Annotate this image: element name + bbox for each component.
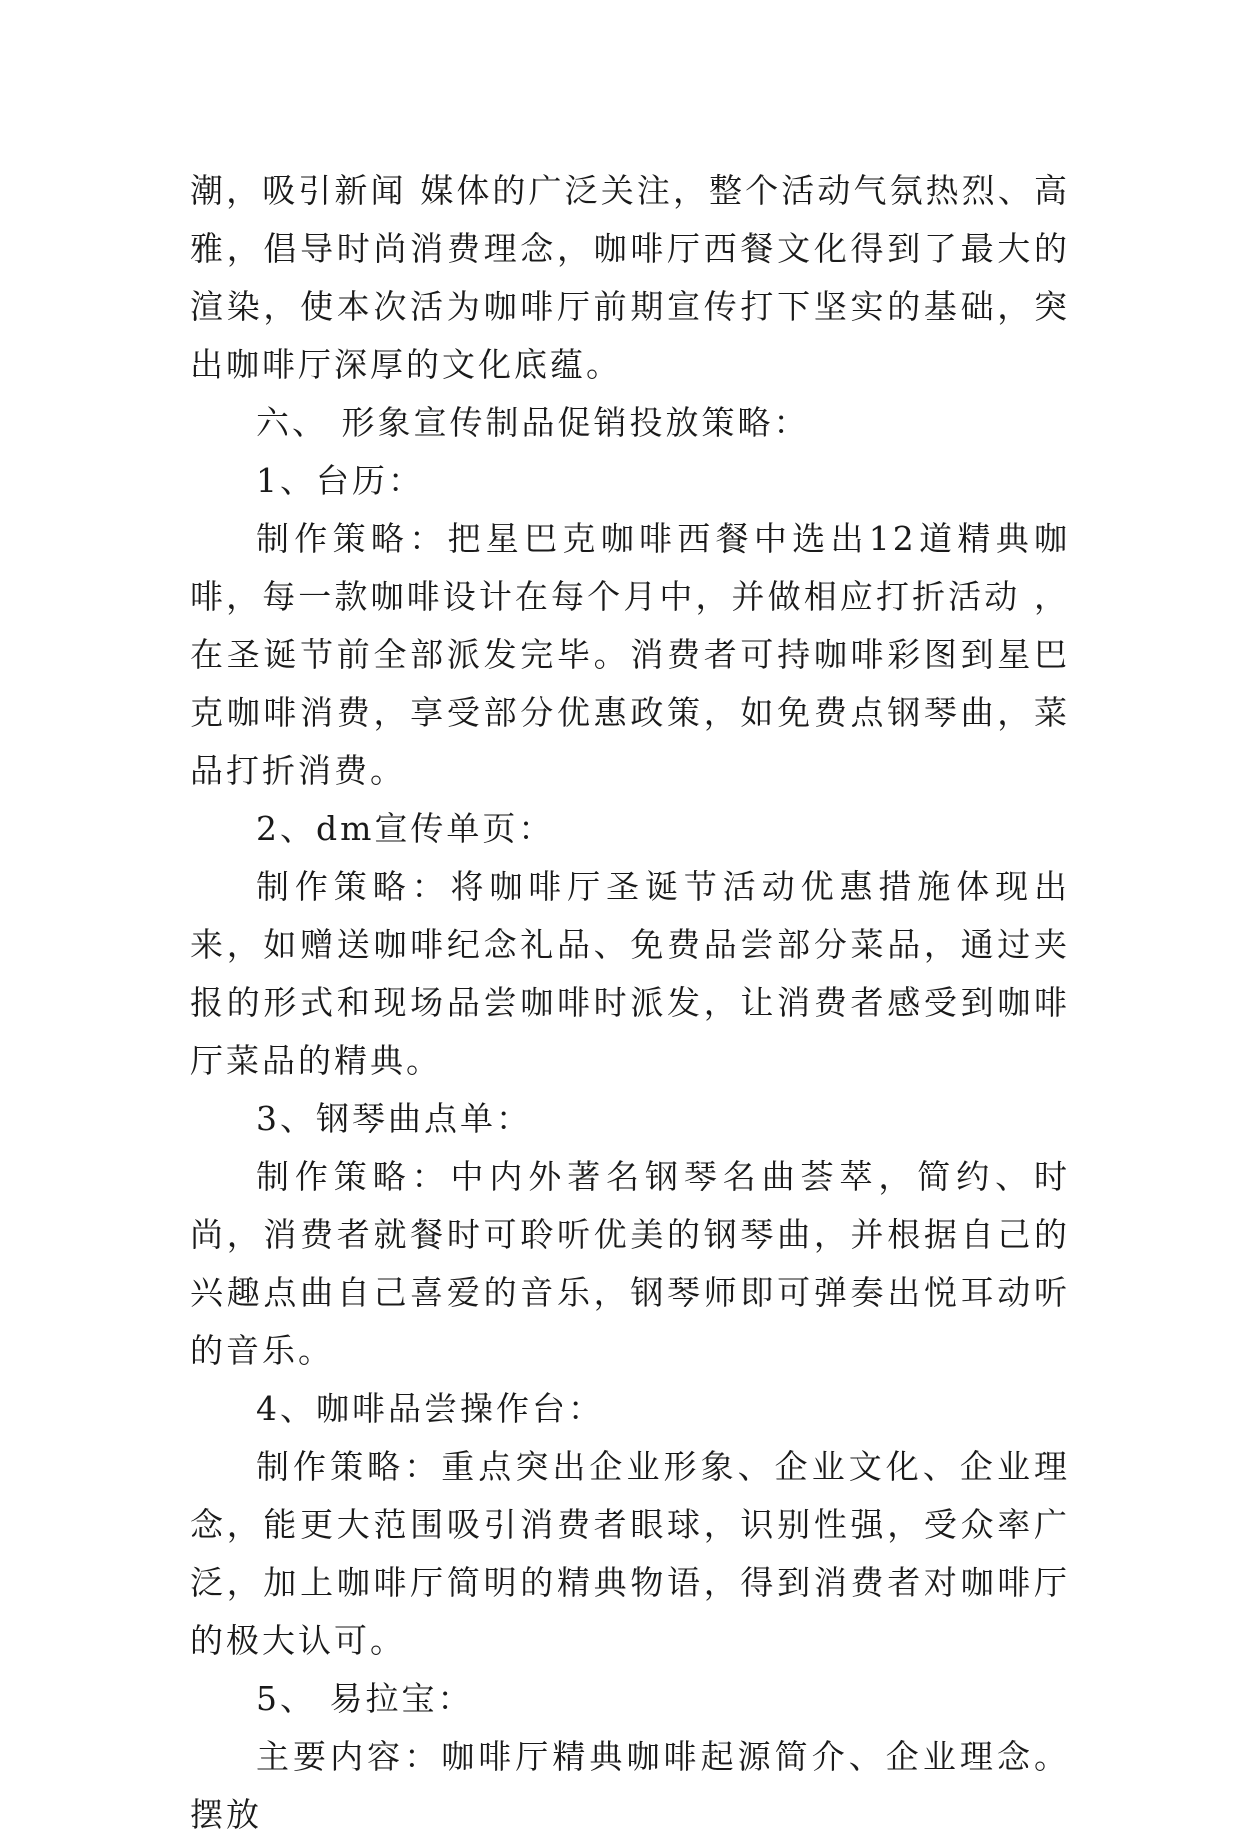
item-heading-dm-flyer: 2、dm宣传单页： [256,809,555,848]
paragraph-tasting-station-strategy: 制作策略：重点突出企业形象、企业文化、企业理念，能更大范围吸引消费者眼球，识别性强，受众率广泛，加上咖啡厅简明的精典物语，得到消费者对咖啡厅的极大认可。 [190,1447,1070,1660]
paragraph-calendar-strategy: 制作策略：把星巴克咖啡西餐中选出12道精典咖啡，每一款咖啡设计在每个月中，并做相应打折活动 ，在圣诞节前全部派发完毕。消费者可持咖啡彩图到星巴克咖啡消费，享受部分优惠政策，如免费点钢琴曲，菜品打折消费。 [190,519,1070,790]
item-heading-calendar: 1、台历： [256,461,424,500]
paragraph-piano-menu-strategy: 制作策略：中内外著名钢琴名曲荟萃，简约、时尚，消费者就餐时可聆听优美的钢琴曲，并根据自己的兴趣点曲自己喜爱的音乐，钢琴师即可弹奏出悦耳动听的音乐。 [190,1157,1070,1370]
item-heading-rollup-banner: 5、 易拉宝： [256,1679,474,1718]
paragraph-dm-flyer-strategy: 制作策略：将咖啡厅圣诞节活动优惠措施体现出来，如赠送咖啡纪念礼品、免费品尝部分菜品，通过夹报的形式和现场品尝咖啡时派发，让消费者感受到咖啡厅菜品的精典。 [190,867,1070,1080]
section-heading-promo-strategy: 六、 形象宣传制品促销投放策略： [256,403,810,442]
document-body [190,162,1070,1844]
paragraph-event-summary: 潮，吸引新闻 媒体的广泛关注，整个活动气氛热烈、高雅，倡导时尚消费理念，咖啡厅西餐文化得到了最大的渲染，使本次活为咖啡厅前期宣传打下坚实的基础，突出咖啡厅深厚的文化底蕴。 [190,171,1070,384]
item-heading-tasting-station: 4、咖啡品尝操作台： [256,1389,604,1428]
paragraph-rollup-banner-content: 主要内容：咖啡厅精典咖啡起源简介、企业理念。摆放 [190,1737,1070,1834]
item-heading-piano-menu: 3、钢琴曲点单： [256,1099,532,1138]
